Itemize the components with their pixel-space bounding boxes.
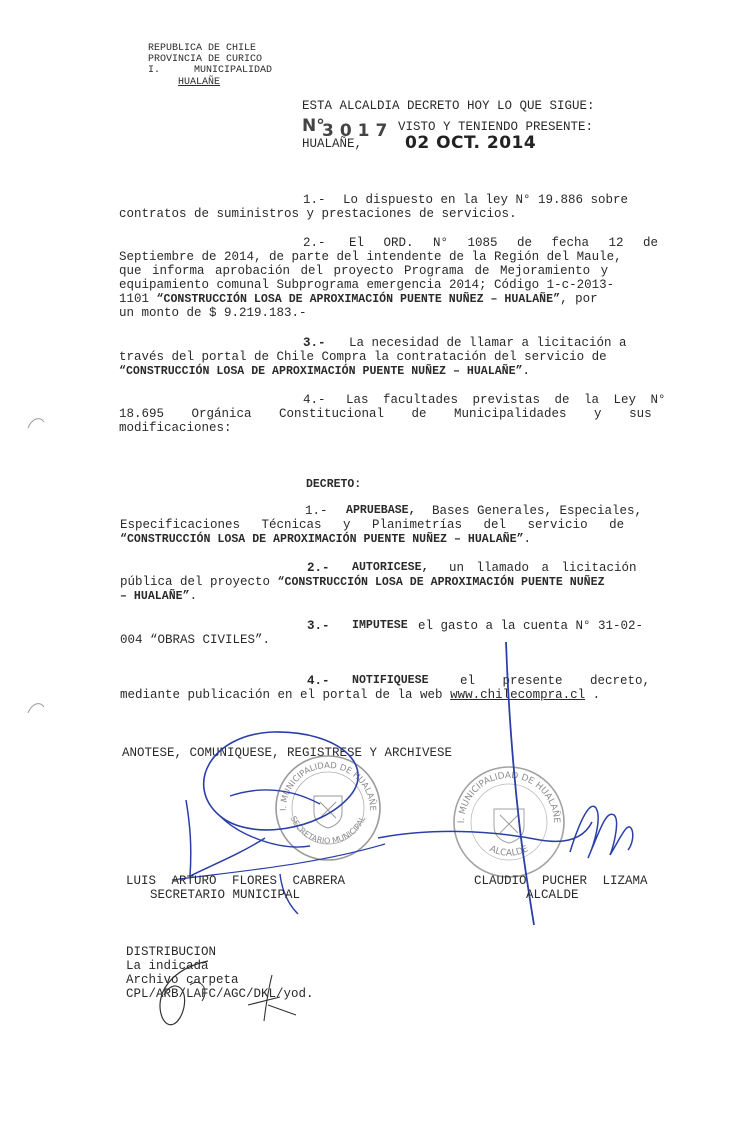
visto-2-code-end: 1101 [119, 292, 150, 306]
decreto-2-line2-text: pública del proyecto [120, 575, 271, 589]
visto-2-line5 [119, 292, 598, 307]
visto-3-line3-tail: . [522, 364, 531, 378]
visto-3-project-name: “CONSTRUCCIÓN LOSA DE APROXIMACIÓN PUENTE NUÑEZ – HUALAÑE” [119, 365, 523, 378]
alcalde-title: ALCALDE [526, 888, 579, 902]
secretario-stamp-bottom-text: SECRETARIO MUNICIPAL [288, 814, 368, 846]
decreto-3-line2: 004 “OBRAS CIVILES”. [120, 633, 271, 647]
decreto-3-number: 3.- [307, 619, 330, 633]
visto-2-line6: un monto de $ 9.219.183.- [119, 306, 307, 320]
visto-4-line2: 18.695 Orgánica Constitucional de Municipalidades y sus [119, 407, 652, 421]
alcalde-name: CLAUDIO PUCHER LIZAMA [474, 874, 648, 888]
visto-4-number: 4.- [303, 393, 326, 407]
distribution-line3: CPL/ARB/LAFC/AGC/DKL/yod. [126, 987, 314, 1001]
decreto-2-keyword: AUTORICESE, [352, 561, 429, 574]
punch-hole-mark-bottom [26, 701, 46, 715]
visto-1-line1: Lo dispuesto en la ley N° 19.886 sobre [343, 193, 629, 207]
decreto-4-line1: el presente decreto, [460, 674, 651, 688]
decreto-4-number: 4.- [307, 674, 330, 688]
secretario-title: SECRETARIO MUNICIPAL [150, 888, 301, 902]
visto-2-line2: Septiembre de 2014, de parte del intendente de la Región del Maule, [119, 250, 622, 264]
letterhead-republic: REPUBLICA DE CHILE [148, 43, 257, 54]
intro-line: ESTA ALCALDIA DECRETO HOY LO QUE SIGUE: [302, 99, 595, 113]
decreto-1-line3-tail: . [523, 532, 532, 546]
letterhead-municipality: MUNICIPALIDAD [194, 65, 273, 76]
visto-3-line3 [119, 364, 530, 379]
decreto-2-line2 [120, 575, 605, 590]
closing-formula: ANOTESE, COMUNIQUESE, REGISTRESE Y ARCHIVESE [122, 746, 453, 760]
visto-2-number: 2.- [303, 236, 326, 250]
letterhead-commune: HUALAÑE [178, 77, 221, 88]
visto-2-project-name: “CONSTRUCCIÓN LOSA DE APROXIMACIÓN PUENTE NUÑEZ – HUALAÑE” [156, 293, 561, 306]
decreto-2-project-name-end: – HUALAÑE” [120, 590, 190, 603]
visto-2-line1 [349, 236, 659, 250]
date-stamp: 02 OCT. 2014 [405, 133, 537, 153]
visto-3-number: 3.- [303, 336, 326, 350]
decreto-2-line3-tail: . [189, 589, 198, 603]
place-label: HUALAÑE, [302, 137, 363, 151]
punch-hole-mark-top [26, 416, 46, 430]
decreto-2-number: 2.- [307, 561, 330, 575]
decreto-title: DECRETO: [306, 478, 362, 491]
decreto-1-line1: Bases Generales, Especiales, [432, 504, 643, 518]
visto-4-line1: Las facultades previstas de la Ley N° [346, 393, 666, 407]
decreto-1-keyword: APRUEBASE, [346, 504, 416, 517]
decreto-2-project-name: “CONSTRUCCIÓN LOSA DE APROXIMACIÓN PUENTE NUÑEZ [277, 576, 605, 589]
distribution-line1: La indicada [126, 959, 209, 973]
distribution-line2: Archivo carpeta [126, 973, 239, 987]
visto-2-line1-text: El ORD. N° 1085 de fecha 12 de [349, 236, 659, 250]
visto-1-line2: contratos de suministros y prestaciones de servicios. [119, 207, 517, 221]
distribution-title: DISTRIBUCION [126, 945, 217, 959]
secretario-name: LUIS ARTURO FLORES CABRERA [126, 874, 346, 888]
decreto-3-line1: el gasto a la cuenta N° 31-02- [418, 619, 644, 633]
visto-1-number: 1.- [303, 193, 326, 207]
visto-2-line4: equipamiento comunal Subprograma emergencia 2014; Código 1-c-2013- [119, 278, 615, 292]
decree-number-label: N° [302, 116, 325, 136]
visto-3-line1: La necesidad de llamar a licitación a [349, 336, 627, 350]
decreto-4-keyword: NOTIFIQUESE [352, 674, 429, 687]
initials-signature [150, 955, 300, 1035]
visto-2-line5-tail: , por [560, 292, 598, 306]
secretario-stamp-top-text: I. MUNICIPALIDAD DE HUALAÑE [278, 760, 378, 812]
letterhead-municipality-prefix: I. [148, 65, 161, 76]
decreto-2-line3 [120, 589, 197, 604]
decree-number: 3017 [322, 121, 394, 141]
decreto-1-line3 [120, 532, 531, 547]
decreto-1-line2: Especificaciones Técnicas y Planimetrías del servicio de [120, 518, 625, 532]
decreto-3-keyword: IMPUTESE [352, 619, 408, 632]
decreto-4-line2-text: mediante publicación en el portal de la web [120, 688, 443, 702]
decreto-1-number: 1.- [305, 504, 328, 518]
chilecompra-link[interactable]: www.chilecompra.cl [450, 688, 586, 702]
visto-2-line3: que informa aprobación del proyecto Programa de Mejoramiento y [119, 264, 609, 278]
alcalde-stamp-bottom-text: ALCALDE [487, 844, 531, 859]
decreto-1-project-name: “CONSTRUCCIÓN LOSA DE APROXIMACIÓN PUENTE NUÑEZ – HUALAÑE” [120, 533, 524, 546]
visto-3-line2: través del portal de Chile Compra la contratación del servicio de [119, 350, 607, 364]
letterhead-province: PROVINCIA DE CURICO [148, 54, 263, 65]
visto-heading: VISTO Y TENIENDO PRESENTE: [398, 120, 594, 134]
decreto-4-line2-tail: . [592, 688, 601, 702]
visto-4-line3: modificaciones: [119, 421, 232, 435]
alcalde-stamp-top-text: I. MUNICIPALIDAD DE HUALAÑE [456, 770, 562, 824]
decreto-2-line1: un llamado a licitación [449, 561, 637, 575]
